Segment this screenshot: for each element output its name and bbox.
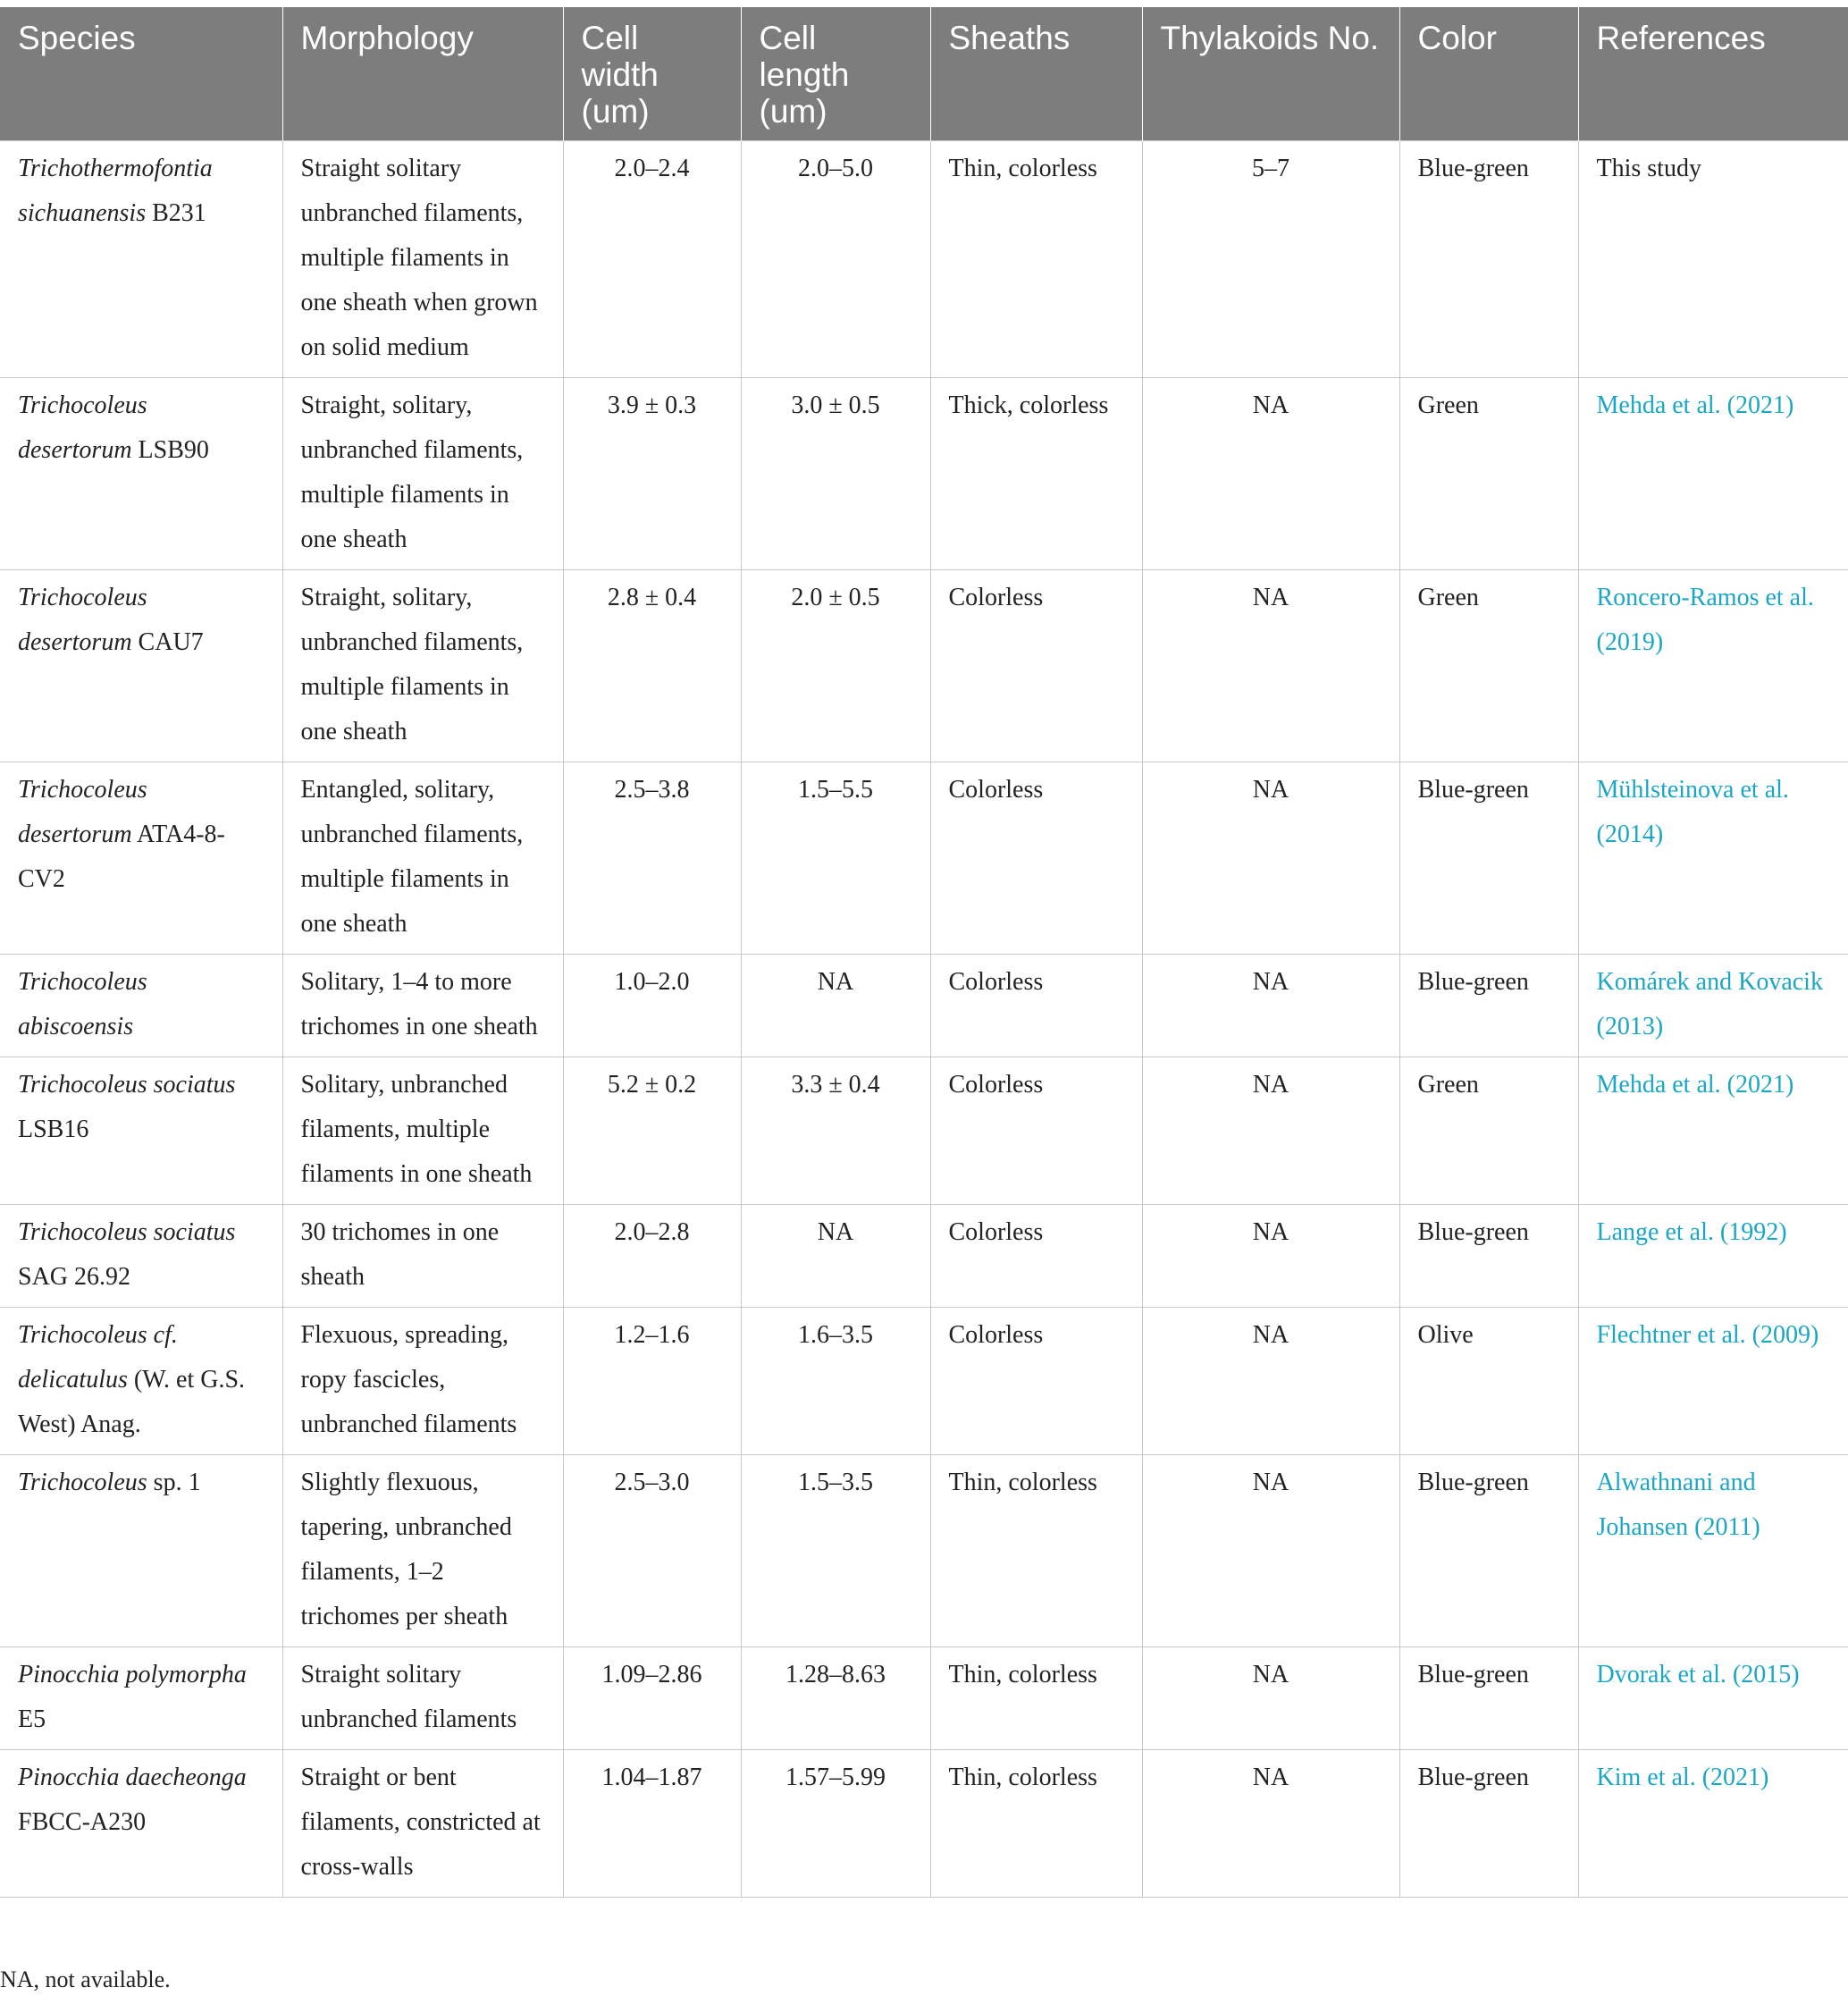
cell-length-cell: 3.3 ± 0.4 <box>741 1057 930 1205</box>
table-row <box>0 955 1848 1057</box>
strain-label: B231 <box>146 199 206 227</box>
thylakoids-cell: 5–7 <box>1142 141 1399 378</box>
sheaths-cell: Colorless <box>930 762 1142 955</box>
morphology-cell: Straight solitary unbranched filaments <box>282 1647 563 1750</box>
cell-width-cell: 1.09–2.86 <box>563 1647 741 1750</box>
color-cell: Blue-green <box>1399 141 1578 378</box>
species-name-italic: Trichothermofontia sichuanensis <box>18 155 213 227</box>
reference-link[interactable]: Kim et al. (2021) <box>1578 1750 1848 1898</box>
strain-label: LSB16 <box>18 1116 89 1143</box>
reference-link[interactable]: Mehda et al. (2021) <box>1578 378 1848 570</box>
table-row <box>0 1308 1848 1455</box>
species-cell <box>0 1647 282 1750</box>
table-row <box>0 1750 1848 1898</box>
cell-length-cell: 1.5–3.5 <box>741 1455 930 1647</box>
morphology-cell: Solitary, 1–4 to more trichomes in one sheath <box>282 955 563 1057</box>
color-cell: Green <box>1399 1057 1578 1205</box>
reference-link[interactable]: Mehda et al. (2021) <box>1578 1057 1848 1205</box>
morphology-cell: 30 trichomes in one sheath <box>282 1205 563 1308</box>
cell-width-cell: 1.0–2.0 <box>563 955 741 1057</box>
sheaths-cell: Thin, colorless <box>930 1750 1142 1898</box>
reference-link: This study <box>1578 141 1848 378</box>
species-name-italic: Trichocoleus abiscoensis <box>18 968 147 1040</box>
header-thylakoids: Thylakoids No. <box>1142 7 1399 141</box>
cell-length-cell: 1.28–8.63 <box>741 1647 930 1750</box>
color-cell: Blue-green <box>1399 1647 1578 1750</box>
cell-width-cell: 1.2–1.6 <box>563 1308 741 1455</box>
sheaths-cell: Thin, colorless <box>930 1455 1142 1647</box>
cell-width-cell: 2.5–3.8 <box>563 762 741 955</box>
species-cell <box>0 1308 282 1455</box>
reference-link[interactable]: Dvorak et al. (2015) <box>1578 1647 1848 1750</box>
color-cell: Blue-green <box>1399 955 1578 1057</box>
reference-link[interactable]: Lange et al. (1992) <box>1578 1205 1848 1308</box>
species-cell <box>0 955 282 1057</box>
morphology-cell: Slightly flexuous, tapering, unbranched filaments, 1–2 trichomes per sheath <box>282 1455 563 1647</box>
header-cell-length: Cell length (um) <box>741 7 930 141</box>
table-footnote: NA, not available. <box>0 1966 171 1992</box>
color-cell: Green <box>1399 570 1578 762</box>
species-name-italic: Pinocchia polymorpha <box>18 1661 247 1688</box>
strain-label: SAG 26.92 <box>18 1263 131 1291</box>
header-references: References <box>1578 7 1848 141</box>
cell-width-cell: 2.5–3.0 <box>563 1455 741 1647</box>
reference-link[interactable]: Komárek and Kovacik (2013) <box>1578 955 1848 1057</box>
species-cell <box>0 378 282 570</box>
sheaths-cell: Colorless <box>930 1308 1142 1455</box>
header-cell-width: Cell width (um) <box>563 7 741 141</box>
table-row <box>0 378 1848 570</box>
cell-length-cell: NA <box>741 1205 930 1308</box>
table-row <box>0 1205 1848 1308</box>
species-name-italic: Trichocoleus desertorum <box>18 392 147 464</box>
species-comparison-table <box>0 7 1848 1898</box>
species-name-italic: Trichocoleus sociatus <box>18 1071 236 1099</box>
species-cell <box>0 570 282 762</box>
morphology-cell: Straight or bent filaments, constricted at cross-walls <box>282 1750 563 1898</box>
table-row <box>0 1057 1848 1205</box>
strain-label: ATA4-8-CV2 <box>18 821 225 893</box>
header-sheaths: Sheaths <box>930 7 1142 141</box>
cell-length-cell: 2.0 ± 0.5 <box>741 570 930 762</box>
sheaths-cell: Thick, colorless <box>930 378 1142 570</box>
morphology-cell: Straight, solitary, unbranched filaments, multiple filaments in one sheath <box>282 378 563 570</box>
reference-link[interactable]: Alwathnani and Johansen (2011) <box>1578 1455 1848 1647</box>
thylakoids-cell: NA <box>1142 955 1399 1057</box>
sheaths-cell: Thin, colorless <box>930 141 1142 378</box>
thylakoids-cell: NA <box>1142 1205 1399 1308</box>
sheaths-cell: Colorless <box>930 1057 1142 1205</box>
sheaths-cell: Thin, colorless <box>930 1647 1142 1750</box>
thylakoids-cell: NA <box>1142 1647 1399 1750</box>
reference-link[interactable]: Roncero-Ramos et al. (2019) <box>1578 570 1848 762</box>
color-cell: Blue-green <box>1399 1455 1578 1647</box>
strain-label: (W. et G.S. West) Anag. <box>18 1366 246 1438</box>
header-morphology: Morphology <box>282 7 563 141</box>
header-color: Color <box>1399 7 1578 141</box>
table-row <box>0 570 1848 762</box>
color-cell: Blue-green <box>1399 1750 1578 1898</box>
strain-label: FBCC-A230 <box>18 1808 147 1836</box>
table-row <box>0 762 1848 955</box>
table-row <box>0 141 1848 378</box>
species-name-italic: Trichocoleus sociatus <box>18 1218 236 1246</box>
species-name-italic: Pinocchia daecheonga <box>18 1764 247 1791</box>
reference-link[interactable]: Flechtner et al. (2009) <box>1578 1308 1848 1455</box>
morphology-cell: Flexuous, spreading, ropy fascicles, unbranched filaments <box>282 1308 563 1455</box>
species-cell <box>0 1750 282 1898</box>
strain-label: sp. 1 <box>147 1469 201 1496</box>
color-cell: Olive <box>1399 1308 1578 1455</box>
cell-length-cell: NA <box>741 955 930 1057</box>
strain-label: LSB90 <box>131 436 209 464</box>
cell-width-cell: 1.04–1.87 <box>563 1750 741 1898</box>
morphology-cell: Entangled, solitary, unbranched filaments, multiple filaments in one sheath <box>282 762 563 955</box>
header-species: Species <box>0 7 282 141</box>
reference-link[interactable]: Mühlsteinova et al. (2014) <box>1578 762 1848 955</box>
species-cell <box>0 141 282 378</box>
species-name-italic: Trichocoleus desertorum <box>18 584 147 656</box>
sheaths-cell: Colorless <box>930 570 1142 762</box>
sheaths-cell: Colorless <box>930 955 1142 1057</box>
cell-length-cell: 2.0–5.0 <box>741 141 930 378</box>
cell-width-cell: 2.0–2.4 <box>563 141 741 378</box>
color-cell: Green <box>1399 378 1578 570</box>
cell-width-cell: 5.2 ± 0.2 <box>563 1057 741 1205</box>
species-cell <box>0 762 282 955</box>
cell-width-cell: 2.0–2.8 <box>563 1205 741 1308</box>
table-row <box>0 1455 1848 1647</box>
thylakoids-cell: NA <box>1142 1057 1399 1205</box>
color-cell: Blue-green <box>1399 762 1578 955</box>
thylakoids-cell: NA <box>1142 570 1399 762</box>
cell-length-cell: 1.5–5.5 <box>741 762 930 955</box>
thylakoids-cell: NA <box>1142 1455 1399 1647</box>
species-cell <box>0 1455 282 1647</box>
color-cell: Blue-green <box>1399 1205 1578 1308</box>
species-cell <box>0 1057 282 1205</box>
cell-width-cell: 2.8 ± 0.4 <box>563 570 741 762</box>
strain-label: CAU7 <box>131 628 204 656</box>
cell-length-cell: 1.57–5.99 <box>741 1750 930 1898</box>
species-name-italic: Trichocoleus cf. delicatulus <box>18 1321 178 1394</box>
thylakoids-cell: NA <box>1142 1308 1399 1455</box>
cell-width-cell: 3.9 ± 0.3 <box>563 378 741 570</box>
species-name-italic: Trichocoleus desertorum <box>18 776 147 848</box>
strain-label: E5 <box>18 1705 46 1733</box>
thylakoids-cell: NA <box>1142 762 1399 955</box>
morphology-cell: Straight solitary unbranched filaments, multiple filaments in one sheath when grown on solid medium <box>282 141 563 378</box>
thylakoids-cell: NA <box>1142 1750 1399 1898</box>
morphology-cell: Solitary, unbranched filaments, multiple filaments in one sheath <box>282 1057 563 1205</box>
cell-length-cell: 3.0 ± 0.5 <box>741 378 930 570</box>
morphology-cell: Straight, solitary, unbranched filaments, multiple filaments in one sheath <box>282 570 563 762</box>
sheaths-cell: Colorless <box>930 1205 1142 1308</box>
header-row <box>0 7 1848 141</box>
species-cell <box>0 1205 282 1308</box>
cell-length-cell: 1.6–3.5 <box>741 1308 930 1455</box>
species-name-italic: Trichocoleus <box>18 1469 147 1496</box>
thylakoids-cell: NA <box>1142 378 1399 570</box>
species-table-wrapper <box>0 7 1848 1898</box>
table-row <box>0 1647 1848 1750</box>
